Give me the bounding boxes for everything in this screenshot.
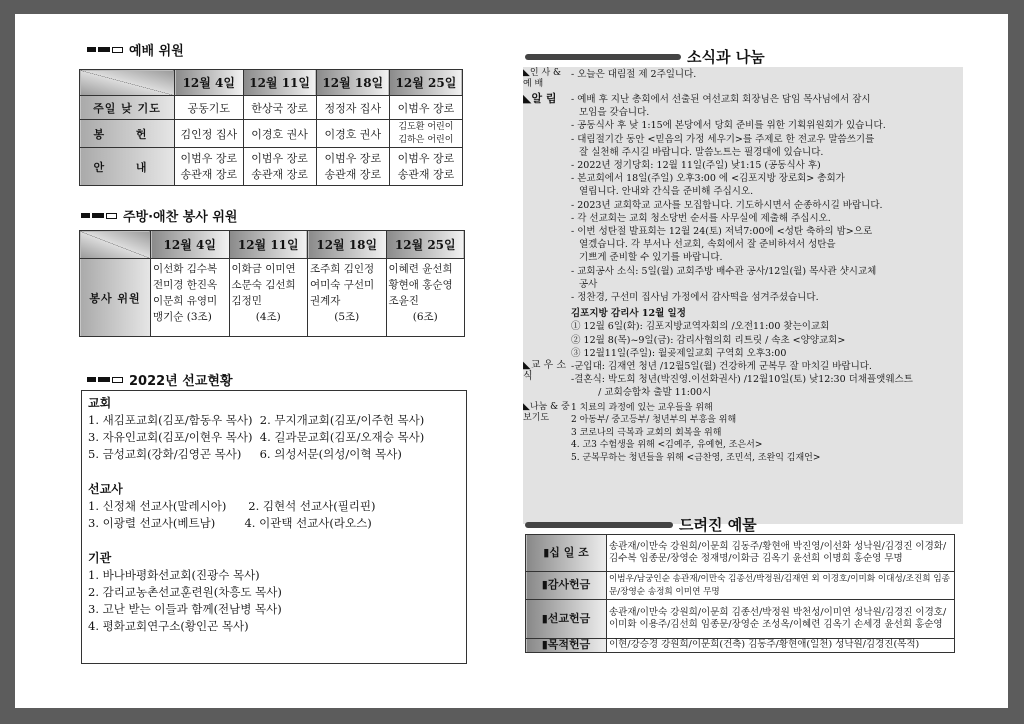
offering-label: ▮목적헌금 [526, 639, 607, 653]
section-label: ◣교 우 소 식 [523, 360, 567, 383]
name-line: 이선화 김수복 [153, 263, 218, 275]
news-line: - 오늘은 대림절 제 2주일니다. [571, 69, 697, 80]
list-item: 3. 자유인교회(김포/이현우 목사) 4. 길과문교회(김포/오재승 목사) [88, 430, 425, 444]
table-cell: 김인정 집사 [175, 120, 244, 148]
mission-box [81, 390, 467, 664]
table-cell: 이범우 장로 송관재 장로 [389, 148, 462, 186]
name-line: 권계자 [310, 295, 341, 307]
prayer-item: 4. 고3 수험생을 위해 <김예주, 유예현, 조은서> [571, 440, 763, 451]
news-line: - 2023년 교회학교 교사를 모집합니다. 기도하시면서 순종하시길 바랍니다. [571, 199, 883, 211]
news-line: ① 12월 6일(화): 김포지방교역자회의 /오전11:00 찾는이교회 [571, 321, 830, 333]
name-line: 황현애 홍순영 [388, 279, 453, 291]
offerings-table [525, 534, 955, 653]
table-cell: 공동기도 [175, 96, 244, 120]
table-cell: 한상국 장로 [243, 96, 316, 120]
news-section [523, 68, 963, 90]
date-header: 12월 11일 [243, 70, 316, 96]
table-cell: 이경호 권사 [243, 120, 316, 148]
date-header: 12월 18일 [316, 70, 389, 96]
group-label: (4조) [255, 311, 281, 323]
mission-title: 2022년 선교현황 [129, 374, 233, 389]
group-heading: 기관 [88, 551, 112, 565]
offering-label: ▮감사헌금 [526, 572, 607, 600]
news-line: / 교회승합차 출발 11:00시 [571, 387, 712, 399]
prayer-item: 1 치료의 과정에 있는 교우들을 위해 [571, 402, 713, 413]
date-header: 12월 11일 [229, 231, 308, 259]
news-section [523, 93, 963, 304]
news-section [523, 307, 963, 360]
news-line: 모임을 갖습니다. [579, 107, 650, 119]
offering-names: 이현/강승경 강원희/이문희(건축) 김동주/황현애(일천) 성낙원/김경진(목적) [607, 639, 955, 653]
name-line: 조주희 김인정 [310, 263, 375, 275]
date-header: 12월 4일 [151, 231, 230, 259]
kitchen-cell [308, 259, 387, 337]
news-section [523, 360, 963, 400]
news-line: - 공동식사 후 낮 1:15에 본당에서 당회 준비를 위한 기획위원회가 있습니다. [571, 120, 886, 132]
list-item: 1. 새김포교회(김포/함동우 목사) 2. 무지개교회(김포/이주헌 목사) [88, 413, 425, 427]
kitchen-cell [229, 259, 308, 337]
news-line: - 예배 후 지난 총회에서 선출된 여선교회 회장님은 담임 목사님에서 잠시 [571, 94, 871, 105]
title-bar-icon [525, 54, 681, 60]
list-item: 1. 신정채 선교사(말레시아) 2. 김현석 선교사(필리핀) [88, 499, 376, 513]
list-item: 3. 이광렬 선교사(베트남) 4. 이관택 선교사(라오스) [88, 516, 372, 530]
offering-label: ▮선교헌금 [526, 600, 607, 639]
news-panel [523, 67, 963, 524]
name-line: 소문숙 김선희 [231, 279, 296, 291]
table-cell: 이경호 권사 [316, 120, 389, 148]
date-header: 12월 25일 [386, 231, 465, 259]
offering-names: 송관재/이만숙 강원희/이문희 김동주/황현애 박진영/이선화 성낙원/김경진 이경화/김수복 임종문/장영순 정재명/이화금 김옥기 윤선희 이명희 홍순영 무명 [607, 535, 955, 572]
offering-label: ▮십 일 조 [526, 535, 607, 572]
list-item: 4. 평화교회연구소(황인곤 목사) [88, 619, 249, 633]
row-label: 봉사 위원 [80, 259, 151, 337]
date-header: 12월 25일 [389, 70, 462, 96]
bulletin-page [15, 14, 1008, 708]
offerings-title: 드려진 예물 [679, 516, 757, 534]
name-line: 이혜련 윤선희 [388, 263, 453, 275]
name-line: 조윤진 [388, 295, 419, 307]
news-line: ② 12월 8(목)~9일(금): 감리사협의회 리트릿 / 속초 <양양교회> [571, 334, 846, 346]
date-header: 12월 18일 [308, 231, 387, 259]
name-line: 전미경 한진옥 [153, 279, 218, 291]
row-label: 봉 헌 [80, 120, 175, 148]
prayer-item: 3 코로나의 극복과 교회의 회복을 위해 [571, 427, 722, 438]
group-label: (5조) [334, 311, 360, 323]
row-label: 주일 낮 기도 [80, 96, 175, 120]
news-line: - 각 선교회는 교회 청소당번 순서를 사무실에 제출해 주십시오. [571, 212, 831, 224]
name-line: 여미숙 구선미 [310, 279, 375, 291]
worship-heading [87, 40, 184, 59]
corner-cell [80, 231, 151, 259]
news-line: ③ 12월11일(주일): 월곶제일교회 구역회 오후3:00 [571, 347, 787, 359]
table-cell: 정정자 집사 [316, 96, 389, 120]
offering-names: 이범우/남궁인순 송관재/이만숙 김종선/박정원/김재연 외 이경호/이미화 이대성/조진희 임종문/장영순 송정희 이미연 무명 [607, 572, 955, 600]
section-label: ◣나눔 & 중보기도 [523, 401, 570, 423]
list-item: 1. 바나바평화선교회(진광수 목사) [88, 568, 260, 582]
news-line: - 본교회에서 18일(주일) 오후3:00 에 <김포지방 장로회> 총회가 [571, 173, 845, 185]
table-cell: 이범우 장로 송관재 장로 [316, 148, 389, 186]
news-section [523, 402, 963, 465]
table-cell: 이범우 장로 송관재 장로 [175, 148, 244, 186]
news-line: - 대림절기간 동안 <믿음의 가정 세우기>를 주제로 한 전교우 말씀쓰기를 [571, 133, 875, 145]
prayer-item: 5. 군복무하는 청년들을 위해 <금찬영, 조민석, 조완익 김재언> [571, 452, 821, 463]
worship-table [79, 69, 463, 186]
section-bars-icon [87, 377, 123, 383]
name-line: 김정민 [231, 295, 262, 307]
table-cell: 김도환 어린이 김하은 어린이 [389, 120, 462, 148]
schedule-title: 김포지방 감리사 12월 일정 [571, 308, 686, 320]
corner-cell [80, 70, 175, 96]
section-bars-icon [87, 47, 123, 53]
name-line: 이화금 이미연 [231, 263, 296, 275]
worship-title: 예배 위원 [129, 44, 184, 59]
section-bars-icon [81, 213, 117, 219]
table-cell: 이범우 장로 송관재 장로 [243, 148, 316, 186]
news-line: - 정찬경, 구선미 집사님 가정에서 감사떡을 섬겨주셨습니다. [571, 292, 819, 304]
kitchen-cell [151, 259, 230, 337]
prayer-item: 2 아동부/ 중고등부/ 청년부의 부흥을 위해 [571, 415, 737, 426]
news-line: -군입대: 김재연 청년 /12월5일(월) 건강하게 군복무 잘 마치길 바랍니다. [571, 361, 872, 373]
name-line: 이문희 유영미 [153, 295, 218, 307]
row-label: 안 내 [80, 148, 175, 186]
mission-heading [87, 370, 233, 389]
section-label: ◣인 사 & 예 배 [523, 68, 562, 89]
news-line: - 2022년 정기당회: 12월 11일(주일) 낮1:15 (공동식사 후) [571, 160, 821, 172]
kitchen-title: 주방·애찬 봉사 위원 [123, 210, 238, 225]
kitchen-table [79, 230, 465, 337]
news-title: 소식과 나눔 [687, 48, 765, 66]
group-label: (3조) [186, 311, 212, 323]
name-line: 맹기순 [153, 311, 184, 323]
news-line: 기쁘게 준비할 수 있기를 바랍니다. [579, 252, 723, 264]
group-heading: 교회 [88, 396, 112, 410]
group-label: (6조) [412, 311, 438, 323]
list-item: 3. 고난 받는 이들과 함께(전남병 목사) [88, 602, 282, 616]
news-line: - 이번 성탄절 발표회는 12월 24(토) 저녁7:00에 <성탄 축하의 밤>으로 [571, 226, 873, 238]
news-line: 열립니다. 안내와 간식을 준비해 주십시오. [579, 186, 754, 198]
offerings-heading [525, 514, 757, 535]
news-heading [525, 46, 765, 67]
news-line: 잘 실천해 주시길 바랍니다. 말씀노트는 필경대에 있습니다. [579, 146, 824, 158]
news-line: -결혼식: 박도희 청년(박진영.이선화권사) /12월10일(토) 낮12:30 더채플앳웨스트 [571, 374, 913, 386]
list-item: 5. 금성교회(강화/김영곤 목사) 6. 의성서문(의성/이혁 목사) [88, 447, 402, 461]
news-line: 공사 [579, 278, 598, 290]
table-cell: 이범우 장로 [389, 96, 462, 120]
title-bar-icon [525, 522, 673, 528]
group-heading: 선교사 [88, 482, 123, 496]
kitchen-heading [81, 206, 237, 225]
kitchen-cell [386, 259, 465, 337]
news-line: 열겠습니다. 각 부서나 선교회, 속회에서 잘 준비하셔서 성탄을 [579, 239, 836, 251]
news-line: - 교회공사 소식: 5일(월) 교회주방 배수관 공사/12일(월) 목사관 샷시교체 [571, 265, 877, 277]
offering-names: 송관재/이만숙 강원희/이문희 김종선/박정원 박천성/이미연 성낙원/김경진 이경호/이미화 이용주/김선희 임종문/장영순 조성옥/이혜련 김옥기 손세경 윤선희 홍순영 [607, 600, 955, 639]
list-item: 2. 감리교농촌선교훈련원(차흥도 목사) [88, 585, 282, 599]
date-header: 12월 4일 [175, 70, 244, 96]
section-label: ◣알 림 [523, 92, 557, 105]
